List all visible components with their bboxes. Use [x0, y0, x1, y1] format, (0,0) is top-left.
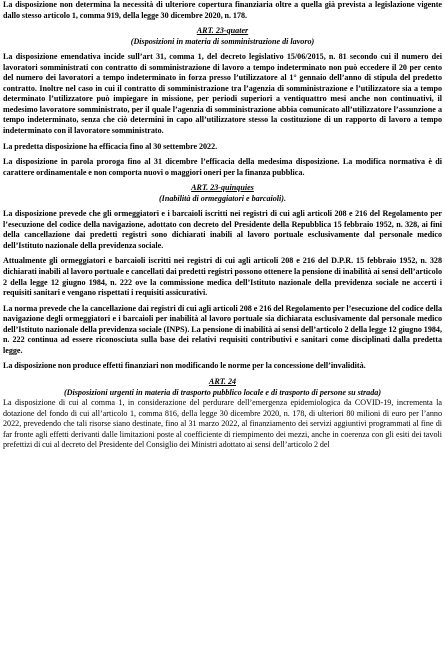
document-page	[3, 0, 442, 649]
article-title-23-quater: ART. 23-quater	[196, 26, 249, 36]
paragraph-effetti-finanziari: La disposizione non produce effetti finanziari non modificando le norme per la concessione dell’invalidità.	[3, 361, 366, 371]
paragraph-efficacia-30-settembre: La predetta disposizione ha efficacia fino al 30 settembre 2022.	[3, 141, 218, 151]
paragraph-somministrazione-lavoro: La disposizione emendativa incide sull’art 31, comma 1, del decreto legislativo 15/06/2015, n. 81 secondo cui il numero dei lavoratori somministrati con contratto di somministrazione di lavoro a tempo indeterminato non può eccedere il 20 per cento del numero dei lavoratori a tempo indeterminato in forza presso l’utilizzatore al 1° gennaio dell’anno di stipula del predetto contratto. Inoltre nel caso in cui il contratto di somministrazione tra l’agenzia di somministrazione e l’utilizzatore sia a tempo determinato l’utilizzatore può impiegare in missione, per periodi superiori a ventiquattro mesi anche non continuativi, il medesimo lavoratore somministrato, per il quale l’agenzia di somministrazione abbia comunicato all’utilizzatore l’assunzione a tempo indeterminato, senza che ciò determini in capo all’utilizzatore stesso la costituzione di un rapporto di lavoro a tempo indeterminato con il lavoratore somministrato.	[3, 52, 442, 136]
article-title-24: ART. 24	[208, 376, 237, 386]
paragraph-copertura-finanziaria: La disposizione non determina la necessità di ulteriore copertura finanziaria oltre a quella già prevista a legislazione vigente dallo stesso articolo 1, comma 919, della legge 30 dicembre 2020, n. 178.	[3, 0, 442, 20]
article-subtitle-24: (Disposizioni urgenti in materia di trasporto pubblico locale e di trasporto di persone su strada)	[63, 387, 382, 397]
paragraph-trasporto-pubblico: La disposizione di cui al comma 1, in considerazione del perdurare dell’emergenza epidemiologica da COVID-19, incrementa la dotazione del fondo di cui all’articolo 1, comma 816, della legge 30 dicembre 2020, n. 178, di ulteriori 80 milioni di euro per l’anno 2022, prevedendo che tali risorse siano destinate, fino al 31 marzo 2022, al finanziamento dei servizi aggiuntivi programmati al fine di far fronte agli effetti derivanti dalle limitazioni poste al coefficiente di riempimento dei mezzi, anche in coerenza con gli esiti dei tavoli prefettizi di cui al decreto del Presidente del Consiglio dei Ministri adottato ai sensi dell’articolo 2 del	[3, 398, 442, 450]
article-subtitle-23-quinquies: (Inabilità di ormeggiatori e barcaioli).	[158, 193, 287, 203]
paragraph-ormeggiatori-barcaioli: La disposizione prevede che gli ormeggiatori e i barcaioli iscritti nei registri di cui agli articoli 208 e 216 del Regolamento per l’esecuzione del codice della navigazione, adottato con decreto del Presidente della Repubblica 15 febbraio 1952, n. 328, ai fini della cancellazione dai predetti registri sono dichiarati inabili al lavoro portuale esclusivamente dal personale medico dell’Istituto nazionale della previdenza sociale.	[3, 209, 442, 250]
article-title-23-quinquies: ART. 23-quinquies	[191, 183, 254, 193]
article-subtitle-23-quater: (Disposizioni in materia di somministrazione di lavoro)	[130, 36, 315, 46]
paragraph-proroga-31-dicembre: La disposizione in parola proroga fino al 31 dicembre l’efficacia della medesima disposizione. La modifica normativa è di carattere ordinamentale e non comporta nuovi o maggiori oneri per la finanza pubblica.	[3, 157, 442, 177]
paragraph-attualmente-ormeggiatori: Attualmente gli ormeggiatori e barcaioli iscritti nei registri di cui agli articoli 208 e 216 del D.P.R. 15 febbraio 1952, n. 328 dichiarati inabili al lavoro portuale e cancellati dai predetti registri possono ottenere la pensione di inabilità ai sensi dell’articolo 2 della legge 12 giugno 1984, n. 222 ove la commissione medica dell’Istituto nazionale della previdenza sociale ne accerti i requisiti sanitari e vengano rispettati i requisiti assicurativi.	[3, 256, 442, 298]
paragraph-cancellazione-registri: La norma prevede che la cancellazione dai registri di cui agli articoli 208 e 216 del Regolamento per l’esecuzione del codice della navigazione degli ormeggiatori e i barcaioli per inabilità al lavoro portuale sia dichiarata esclusivamente dal personale medico dell’Istituto nazionale della previdenza sociale (INPS). La pensione di inabilità ai sensi dell’articolo 2 della legge 12 giugno 1984, n. 222 continua ad essere riconosciuta sulla base dei relativi requisiti contributivi e sanitari come disciplinati dalla predetta legge.	[3, 303, 442, 355]
